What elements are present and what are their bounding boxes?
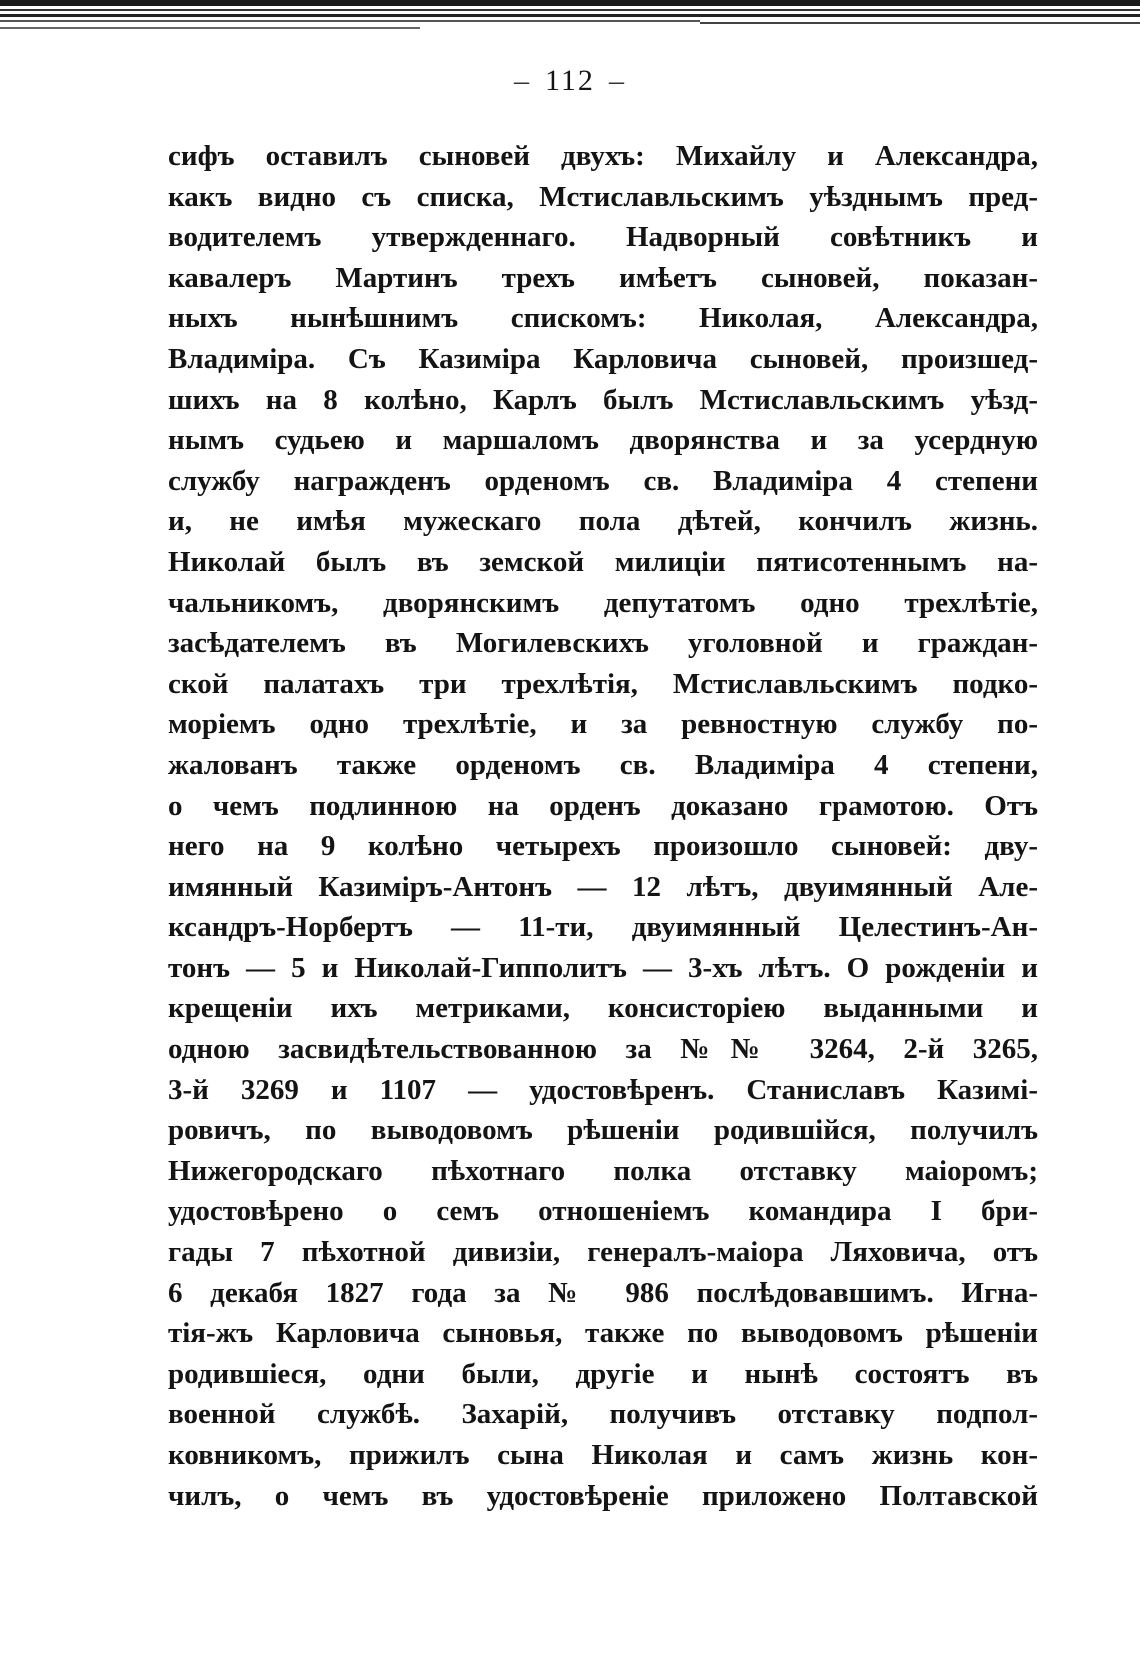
text-line: гады 7 пѣхотной дивизіи, генералъ-маіора Ляховича, отъ xyxy=(168,1236,1038,1269)
page-number: 112 xyxy=(545,64,595,97)
text-line: Николай былъ въ земской милиціи пятисотеннымъ на- xyxy=(168,545,1038,578)
text-line: нымъ судьею и маршаломъ дворянства и за усердную xyxy=(168,424,1038,457)
text-line: крещеніи ихъ метриками, консисторіею выданными и xyxy=(168,992,1038,1025)
page-number-header xyxy=(0,64,1140,98)
text-line: кавалеръ Мартинъ трехъ имѣетъ сыновей, показан- xyxy=(168,261,1038,294)
body-text xyxy=(168,136,1038,1516)
text-line: одною засвидѣтельствованною за №№ 3264, 2-й 3265, xyxy=(168,1033,1038,1066)
text-line: 6 декабя 1827 года за № 986 послѣдовавшимъ. Игна- xyxy=(168,1276,1038,1309)
text-line: какъ видно съ списка, Мстиславльскимъ уѣзднымъ пред- xyxy=(168,180,1038,213)
text-line: службу награжденъ орденомъ св. Владиміра 4 степени xyxy=(168,464,1038,497)
text-line: шихъ на 8 колѣно, Карлъ былъ Мстиславльскимъ уѣзд- xyxy=(168,383,1038,416)
text-line: ровичъ, по выводовомъ рѣшеніи родившійся, получилъ xyxy=(168,1114,1038,1147)
text-line: 3-й 3269 и 1107 — удостовѣренъ. Станиславъ Казимі- xyxy=(168,1073,1038,1106)
text-line: сифъ оставилъ сыновей двухъ: Михайлу и Александра, xyxy=(168,140,1038,172)
text-line: жалованъ также орденомъ св. Владиміра 4 степени, xyxy=(168,748,1038,781)
text-line: военной службѣ. Захарій, получивъ отставку подпол- xyxy=(168,1398,1038,1431)
text-line: Нижегородскаго пѣхотнаго полка отставку маіоромъ; xyxy=(168,1154,1038,1187)
text-line: чилъ, о чемъ въ удостовѣреніе приложено Полтавской xyxy=(168,1479,1038,1512)
text-line: тонъ — 5 и Николай-Гипполитъ — 3-хъ лѣтъ. О рожденіи и xyxy=(168,951,1038,984)
text-line: и, не имѣя мужескаго пола дѣтей, кончилъ жизнь. xyxy=(168,505,1038,538)
text-line: родившіеся, одни были, другіе и нынѣ состоятъ въ xyxy=(168,1357,1038,1390)
text-line: засѣдателемъ въ Могилевскихъ уголовной и граждан- xyxy=(168,627,1038,660)
text-line: тія-жъ Карловича сыновья, также по выводовомъ рѣшеніи xyxy=(168,1317,1038,1350)
text-line: ксандръ-Норбертъ — 11-ти, двуимянный Целестинъ-Ан- xyxy=(168,911,1038,944)
text-line: ской палатахъ три трехлѣтія, Мстиславльскимъ подко- xyxy=(168,667,1038,700)
text-line: имянный Казиміръ-Антонъ — 12 лѣтъ, двуимянный Але- xyxy=(168,870,1038,903)
text-line: чальникомъ, дворянскимъ депутатомъ одно трехлѣтіе, xyxy=(168,586,1038,619)
text-line: ковникомъ, прижилъ сына Николая и самъ жизнь кон- xyxy=(168,1439,1038,1471)
top-border-rule xyxy=(0,0,1140,40)
text-line: Владиміра. Съ Казиміра Карловича сыновей, произшед- xyxy=(168,342,1038,375)
header-dash-left: – xyxy=(514,64,532,97)
text-line: моріемъ одно трехлѣтіе, и за ревностную службу по- xyxy=(168,708,1038,741)
text-line: водителемъ утвержденнаго. Надворный совѣтникъ и xyxy=(168,221,1038,254)
text-line: ныхъ нынѣшнимъ спискомъ: Николая, Александра, xyxy=(168,302,1038,335)
text-line: удостовѣрено о семъ отношеніемъ командира I бри- xyxy=(168,1195,1038,1228)
header-dash-right: – xyxy=(608,64,626,97)
text-line: о чемъ подлинною на орденъ доказано грамотою. Отъ xyxy=(168,789,1038,822)
text-line: него на 9 колѣно четырехъ произошло сыновей: дву- xyxy=(168,830,1038,863)
